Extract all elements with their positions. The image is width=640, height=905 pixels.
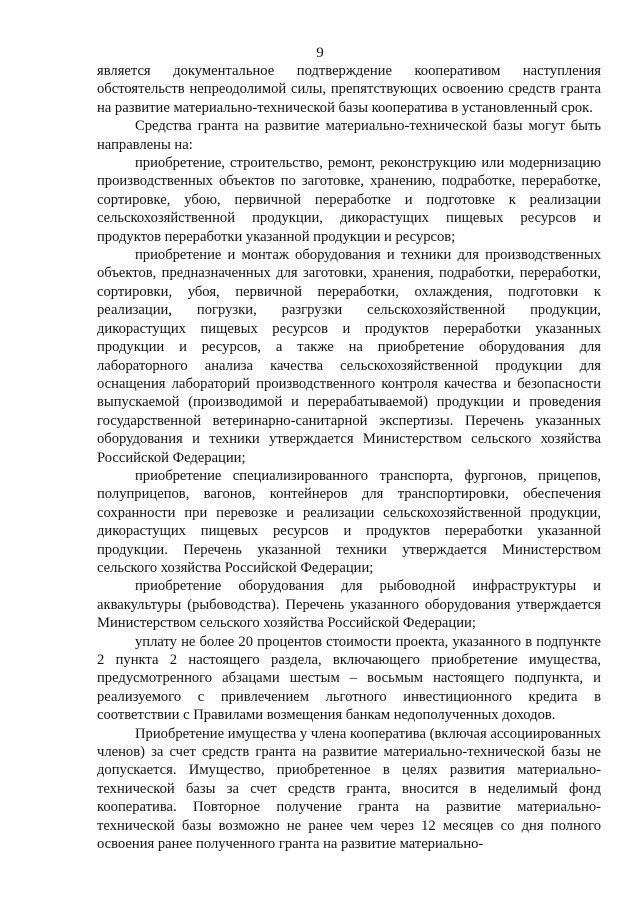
paragraph: Приобретение имущества у члена кооператива (включая ассоциированных членов) за счет средств гранта на развитие материально-технической базы не допускается. Имущество, приобретенное в целях развития материально-технической базы за счет средств гранта, вносится в неделимый фонд кооператива. Повторное получение гранта на развитие материально-технической базы возможно не ранее чем через 12 месяцев со дня полного освоения ранее полученного гранта на развитие материально- bbox=[97, 725, 601, 853]
list-paragraph: приобретение и монтаж оборудования и техники для производственных объектов, предназначенных для заготовки, хранения, подработки, переработки, сортировки, убоя, первичной переработки, охлаждения, подготовки к реализации, погрузки, разгрузки сельскохозяйственной продукции, дикорастущих пищевых ресурсов и продуктов переработки указанных продукции и ресурсов, а также на приобретение оборудования для лабораторного анализа качества сельскохозяйственной продукции для оснащения лабораторий производственного контроля качества и безопасности выпускаемой (производимой и перерабатываемой) продукции и проведения государственной ветеринарно-санитарной экспертизы. Перечень указанных оборудования и техники утверждается Министерством сельского хозяйства Российской Федерации; bbox=[97, 247, 601, 466]
list-paragraph: приобретение специализированного транспорта, фургонов, прицепов, полуприцепов, вагонов, контейнеров для транспортировки, обеспечения сохранности при перевозке и реализации сельскохозяйственной продукции, дикорастущих пищевых ресурсов и продуктов переработки указанной продукции. Перечень указанной техники утверждается Министерством сельского хозяйства Российской Федерации; bbox=[97, 467, 601, 576]
paragraph-continuation: является документальное подтверждение кооперативом наступления обстоятельств непреодолимой силы, препятствующих освоению средств гранта на развитие материально-технической базы кооператива в установленный срок. bbox=[97, 63, 601, 116]
list-paragraph: приобретение, строительство, ремонт, реконструкцию или модернизацию производственных объектов по заготовке, хранению, подработке, переработке, сортировке, убою, первичной переработке и подготовке к реализации сельскохозяйственной продукции, дикорастущих пищевых ресурсов и продуктов переработки указанной продукции и ресурсов; bbox=[97, 155, 601, 245]
document-body bbox=[97, 62, 601, 853]
page-number: 9 bbox=[316, 45, 324, 61]
paragraph: Средства гранта на развитие материально-технической базы могут быть направлены на: bbox=[97, 118, 601, 153]
list-paragraph: уплату не более 20 процентов стоимости проекта, указанного в подпункте 2 пункта 2 настоящего раздела, включающего приобретение имущества, предусмотренного абзацами шестым – восьмым настоящего подпункта, и реализуемого с привлечением льготного инвестиционного кредита в соответствии с Правилами возмещения банкам недополученных доходов. bbox=[97, 633, 601, 724]
list-paragraph: приобретение оборудования для рыбоводной инфраструктуры и аквакультуры (рыбоводства). Перечень указанного оборудования утверждается Министерством сельского хозяйства Российской Федерации; bbox=[97, 578, 601, 632]
